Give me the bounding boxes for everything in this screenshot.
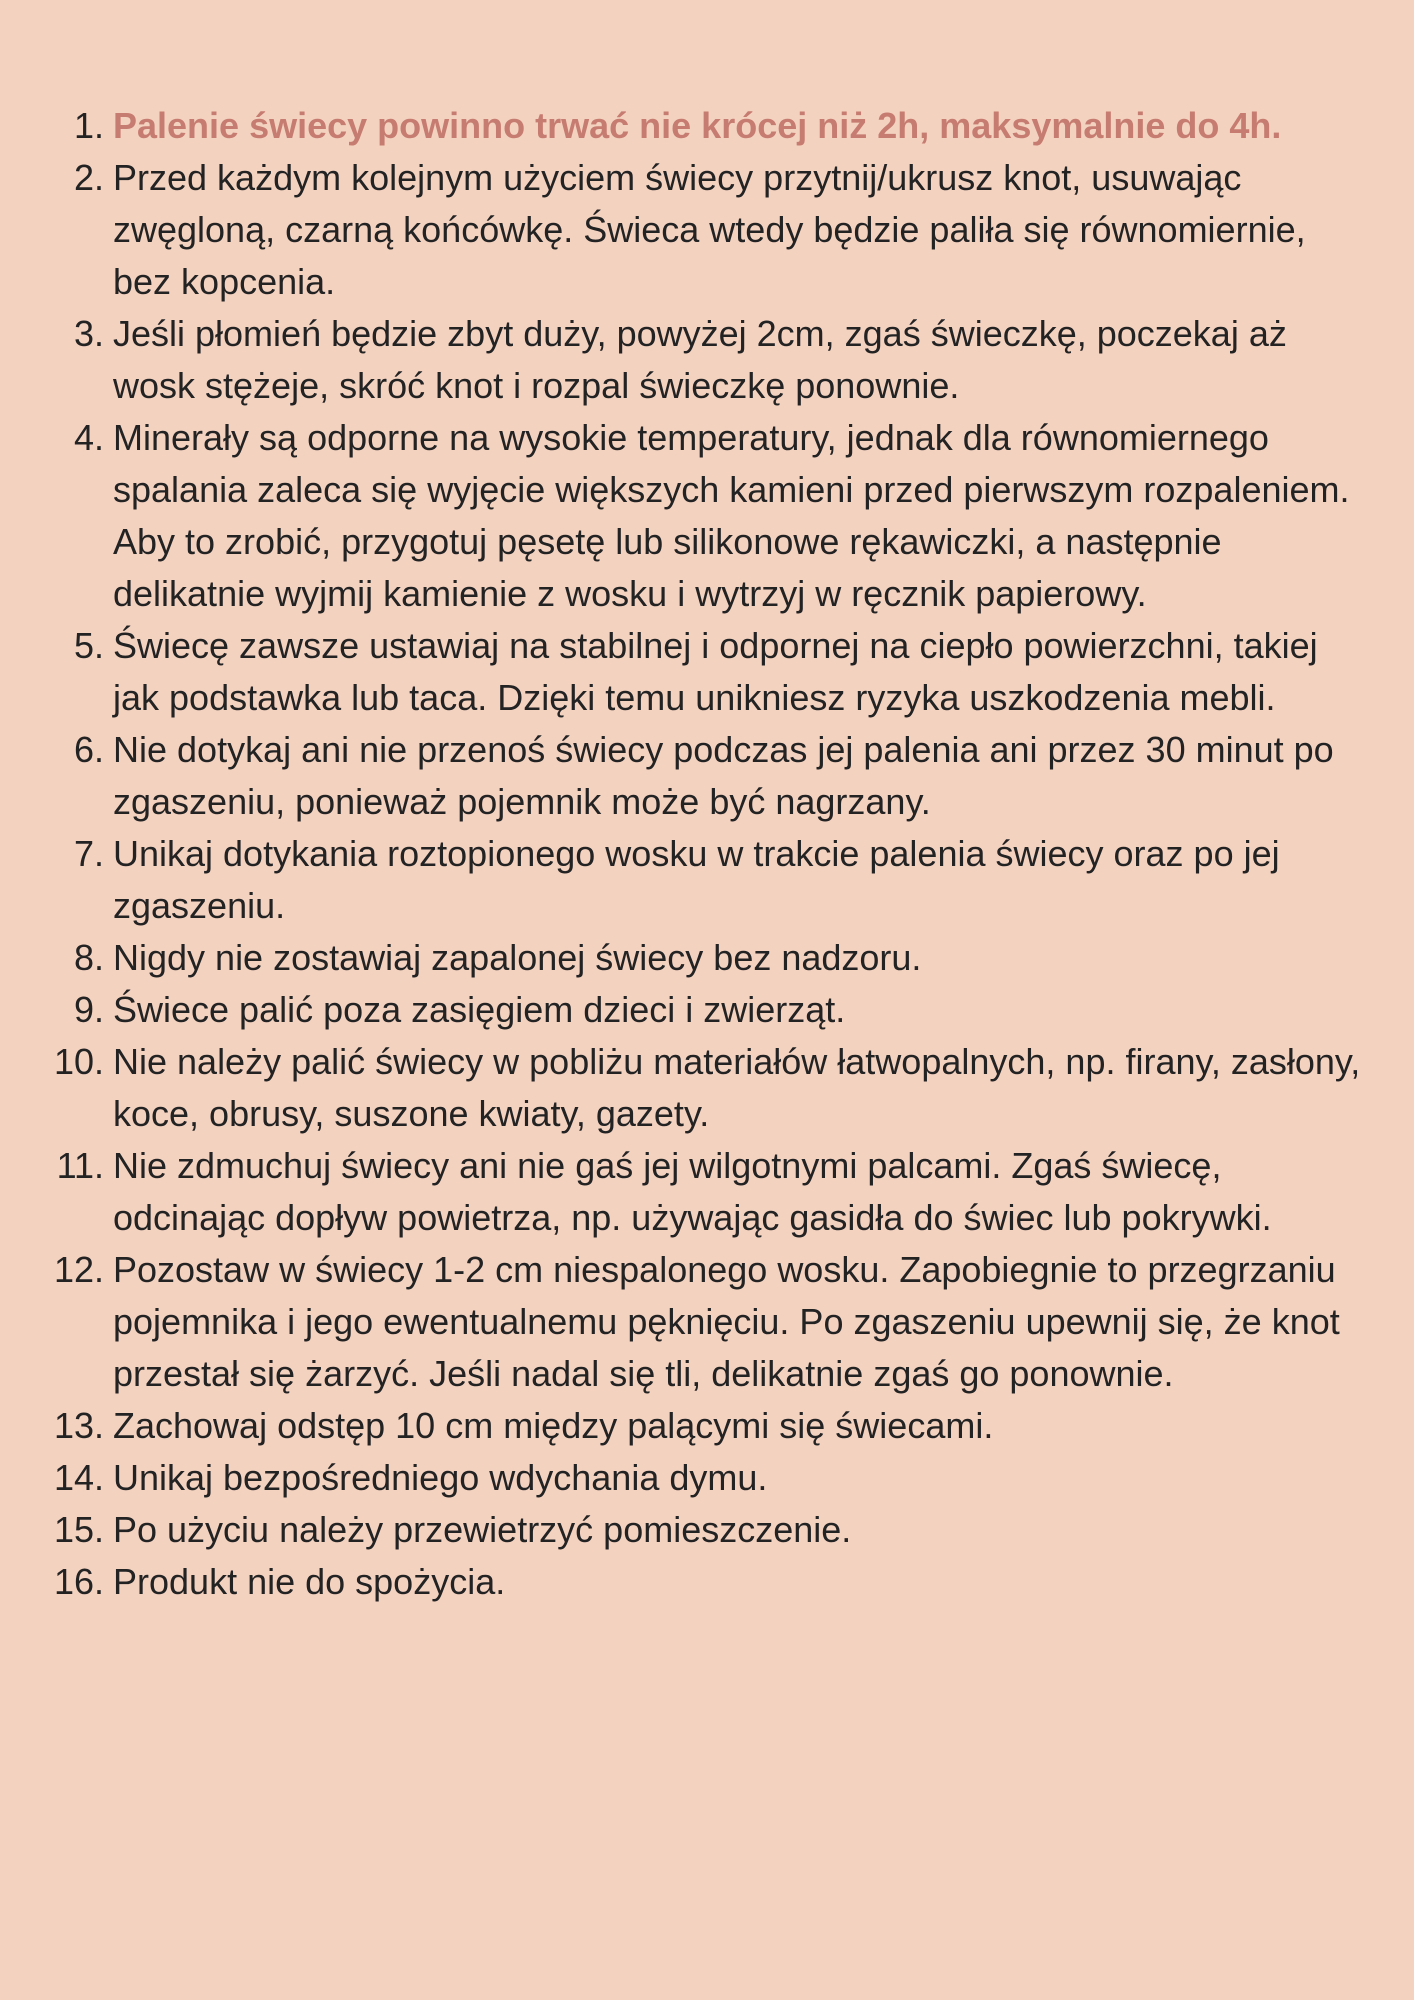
list-item-number: 2.	[73, 157, 104, 198]
list-item-number: 6.	[73, 729, 104, 770]
list-item-9	[0, 984, 1366, 1036]
list-item-text: Świece palić poza zasięgiem dzieci i zwierząt.	[113, 989, 846, 1030]
list-item-7	[0, 828, 1366, 932]
list-item-16	[0, 1556, 1366, 1608]
list-item-number: 10.	[53, 1041, 104, 1082]
list-item-number: 16.	[53, 1561, 104, 1602]
list-item-number: 11.	[56, 1145, 104, 1186]
list-item-15	[0, 1504, 1366, 1556]
list-item-11	[0, 1140, 1366, 1244]
list-item-text: Zachowaj odstęp 10 cm między palącymi się świecami.	[113, 1405, 994, 1446]
list-item-number: 12.	[53, 1249, 104, 1290]
list-item-8	[0, 932, 1366, 984]
list-item-1	[0, 100, 1366, 152]
list-item-number: 13.	[53, 1405, 104, 1446]
list-item-text: Po użyciu należy przewietrzyć pomieszczenie.	[113, 1509, 852, 1550]
list-item-text: Minerały są odporne na wysokie temperatury, jednak dla równomiernego spalania zaleca się wyjęcie większych kamieni przed pierwszym rozpaleniem. Aby to zrobić, przygotuj pęsetę lub silikonowe rękawiczki, a następnie delikatnie wyjmij kamienie z wosku i wytrzyj w ręcznik papierowy.	[113, 417, 1350, 614]
list-item-13	[0, 1400, 1366, 1452]
list-item-text: Nigdy nie zostawiaj zapalonej świecy bez nadzoru.	[113, 937, 922, 978]
list-item-number: 14.	[53, 1457, 104, 1498]
list-item-2	[0, 152, 1366, 308]
list-item-text: Nie dotykaj ani nie przenoś świecy podczas jej palenia ani przez 30 minut po zgaszeniu, ponieważ pojemnik może być nagrzany.	[113, 729, 1334, 822]
list-item-text: Nie zdmuchuj świecy ani nie gaś jej wilgotnymi palcami. Zgaś świecę, odcinając dopływ powietrza, np. używając gasidła do świec lub pokrywki.	[113, 1145, 1272, 1238]
list-item-6	[0, 724, 1366, 828]
list-item-14	[0, 1452, 1366, 1504]
list-item-number: 9.	[73, 989, 104, 1030]
list-item-number: 4.	[73, 417, 104, 458]
list-item-10	[0, 1036, 1366, 1140]
list-item-number: 8.	[73, 937, 104, 978]
list-item-text: Jeśli płomień będzie zbyt duży, powyżej 2cm, zgaś świeczkę, poczekaj aż wosk stężeje, skróć knot i rozpal świeczkę ponownie.	[113, 313, 1287, 406]
list-item-text: Przed każdym kolejnym użyciem świecy przytnij/ukrusz knot, usuwając zwęgloną, czarną końcówkę. Świeca wtedy będzie paliła się równomiernie, bez kopcenia.	[113, 157, 1306, 302]
list-item-12	[0, 1244, 1366, 1400]
list-item-number: 5.	[73, 625, 104, 666]
list-item-number: 1.	[73, 105, 104, 146]
list-item-text: Unikaj dotykania roztopionego wosku w trakcie palenia świecy oraz po jej zgaszeniu.	[113, 833, 1280, 926]
list-item-number: 3.	[73, 313, 104, 354]
list-item-text: Pozostaw w świecy 1-2 cm niespalonego wosku. Zapobiegnie to przegrzaniu pojemnika i jego ewentualnemu pęknięciu. Po zgaszeniu upewnij się, że knot przestał się żarzyć. Jeśli nadal się tli, delikatnie zgaś go ponownie.	[113, 1249, 1340, 1394]
list-item-text: Palenie świecy powinno trwać nie krócej niż 2h, maksymalnie do 4h.	[113, 105, 1282, 146]
list-item-number: 7.	[73, 833, 104, 874]
list-item-text: Produkt nie do spożycia.	[113, 1561, 506, 1602]
list-item-number: 15.	[53, 1509, 104, 1550]
list-item-5	[0, 620, 1366, 724]
list-item-3	[0, 308, 1366, 412]
list-item-4	[0, 412, 1366, 620]
list-item-text: Świecę zawsze ustawiaj na stabilnej i odpornej na ciepło powierzchni, takiej jak podstawka lub taca. Dzięki temu unikniesz ryzyka uszkodzenia mebli.	[113, 625, 1318, 718]
list-item-text: Nie należy palić świecy w pobliżu materiałów łatwopalnych, np. firany, zasłony, koce, obrusy, suszone kwiaty, gazety.	[113, 1041, 1361, 1134]
list-item-text: Unikaj bezpośredniego wdychania dymu.	[113, 1457, 768, 1498]
